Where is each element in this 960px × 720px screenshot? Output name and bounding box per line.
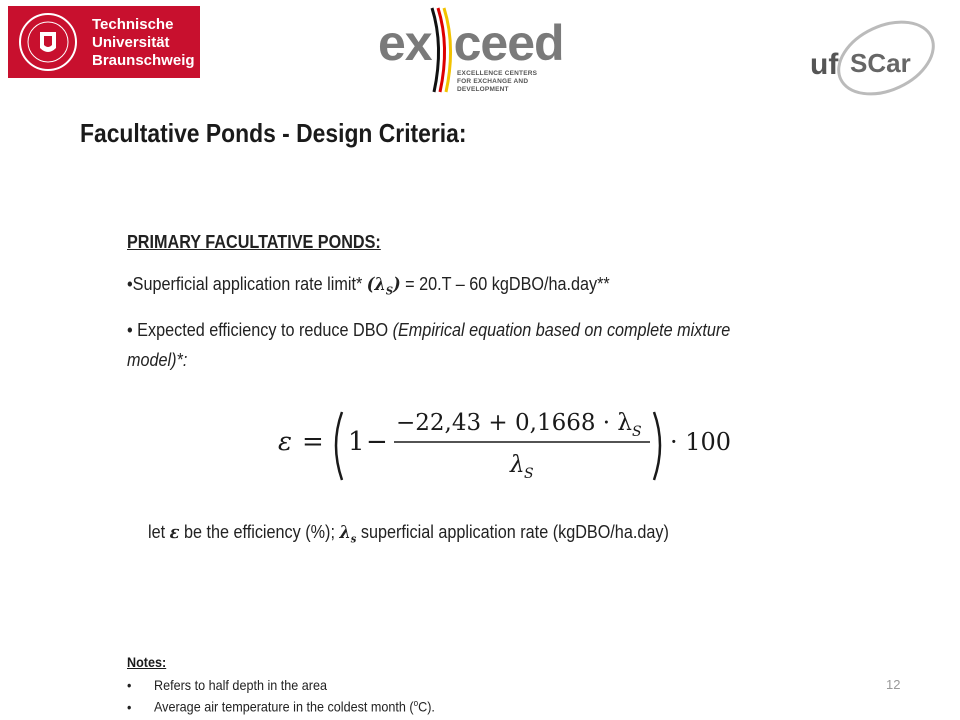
- bullet-application-rate: [127, 274, 610, 298]
- equation-caption: let ε be the efficiency (%); $\lambda_s$ superficial application rate (kgDBO/ha.day): [148, 522, 669, 546]
- exceed-sub2: FOR EXCHANGE AND DEVELOPMENT: [457, 78, 529, 93]
- tu-braunschweig-logo: [8, 6, 200, 78]
- exceed-wordmark: [378, 14, 564, 72]
- eq-numerator-sub: S: [632, 424, 642, 440]
- eq-left-paren: [336, 412, 342, 480]
- note-item: • Average air temperature in the coldest month ($^o$C).: [127, 698, 435, 715]
- efficiency-equation: [278, 400, 738, 490]
- eq-one: 1: [348, 427, 365, 457]
- svg-text:−: −: [366, 427, 388, 457]
- ufscar-swoosh-icon: [806, 14, 942, 100]
- eq-factor: · 100: [670, 428, 732, 456]
- line1-prefix: •Superficial application rate limit*: [127, 274, 367, 294]
- eq-denominator: λ: [510, 452, 525, 478]
- tu-logo-text: [92, 16, 195, 70]
- exceed-word-left: ex: [378, 15, 432, 71]
- eq-denominator-sub: S: [524, 466, 534, 482]
- slide-title: Facultative Ponds - Design Criteria:: [80, 118, 467, 148]
- caption-lambda: $\lambda_s$: [339, 522, 357, 546]
- exceed-word-right: ceed: [453, 15, 564, 71]
- section-heading: PRIMARY FACULTATIVE PONDS:: [127, 232, 381, 252]
- tu-seal-icon: [18, 12, 78, 72]
- notes-label: Notes:: [127, 654, 167, 670]
- bullet-efficiency: [127, 320, 730, 341]
- ufscar-logo: [806, 14, 942, 100]
- line2-prefix: • Expected efficiency to reduce DBO: [127, 320, 393, 340]
- exceed-flag-stripes-icon: [428, 6, 454, 94]
- ufscar-uf-text: uf: [810, 48, 839, 81]
- tu-line1: Technische: [92, 16, 174, 33]
- tu-line2: Universität: [92, 34, 170, 51]
- note-item: • Refers to half depth in the area: [127, 677, 328, 693]
- page-number: 12: [886, 677, 901, 692]
- line2-italic: (Empirical equation based on complete mixture: [392, 320, 731, 340]
- tu-line3: Braunschweig: [92, 52, 195, 69]
- ufscar-scar-text: SCar: [850, 48, 911, 78]
- exceed-logo: [378, 6, 578, 94]
- exceed-sub1: EXCELLENCE CENTERS: [457, 70, 538, 77]
- exceed-subtitle: [457, 70, 578, 94]
- caption-epsilon: ε: [169, 522, 180, 543]
- line1-suffix: = 20.T – 60 kgDBO/ha.day**: [400, 274, 610, 294]
- lambda-symbol: $(\lambda_S)$: [366, 274, 401, 298]
- eq-numerator: −22,43 + 0,1668 · λ: [396, 410, 632, 436]
- bullet-efficiency-continuation: model)*:: [127, 350, 188, 370]
- svg-text:=: =: [302, 427, 324, 457]
- eq-epsilon: ε: [278, 427, 292, 457]
- eq-right-paren: [654, 412, 660, 480]
